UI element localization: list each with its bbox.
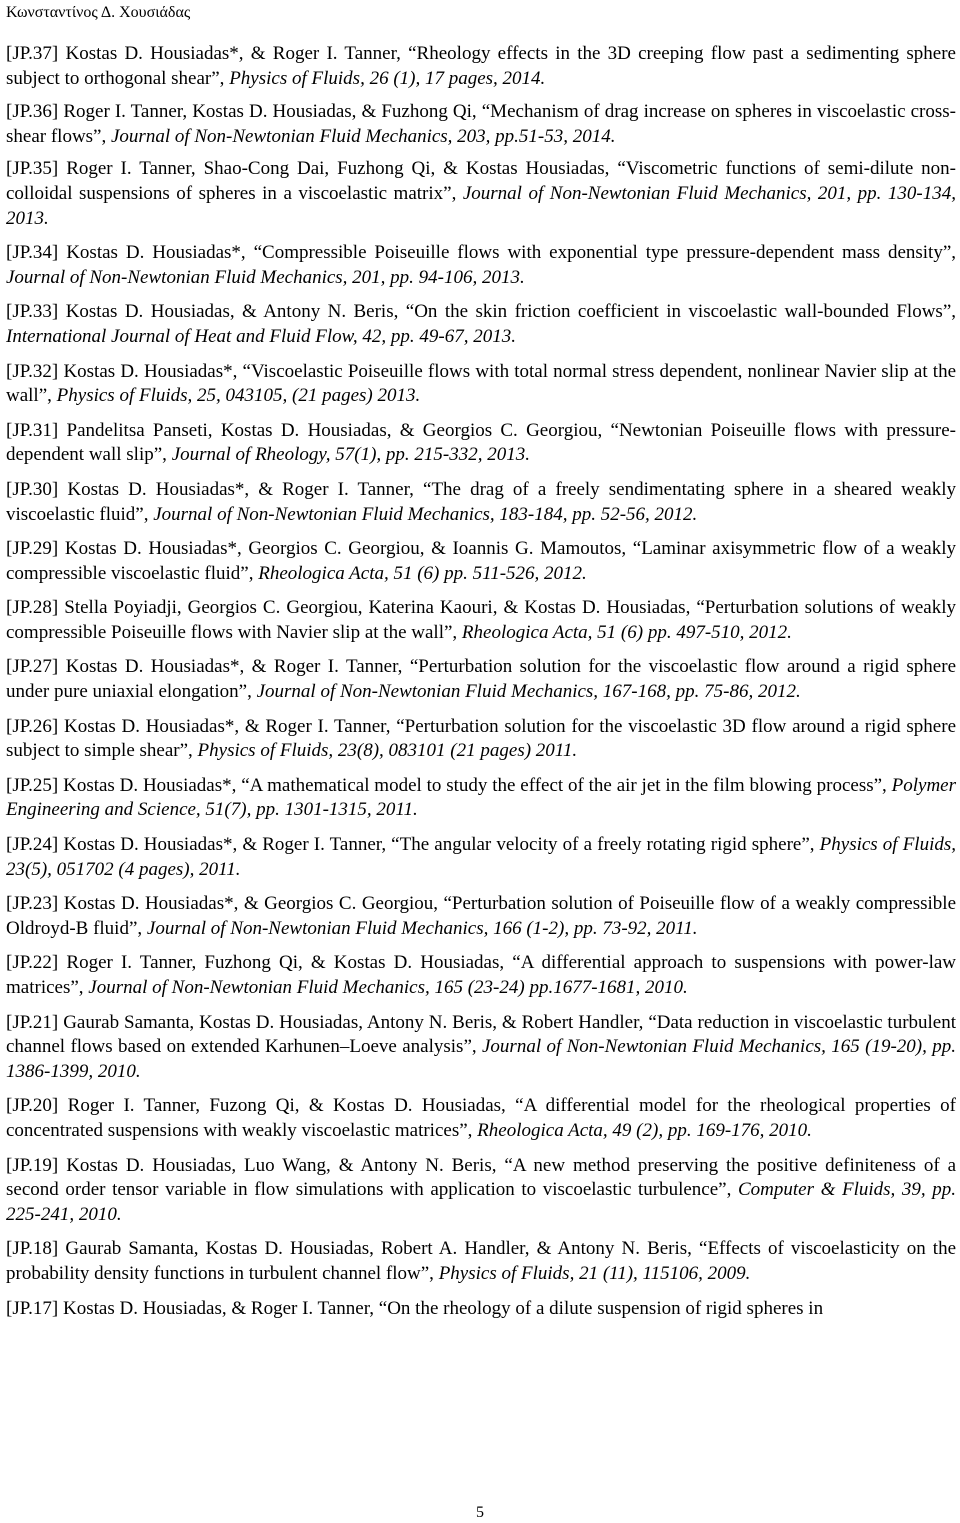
publication-list [6, 42, 956, 1333]
entry-text: Kostas D. Housiadas*, & Georgios C. Georgiou, “Perturbation solution of Poiseuille flow of a weakly compressible Oldroyd-B fluid”, [6, 893, 957, 939]
publication-entry [6, 655, 956, 704]
entry-venue: Physics of Fluids, 26 (1), 17 pages, 2014. [229, 67, 546, 89]
entry-venue: Journal of Non-Newtonian Fluid Mechanics, 167-168, pp. 75-86, 2012. [256, 681, 801, 703]
entry-id: [JP.27] [6, 656, 59, 678]
entry-venue: Rheologica Acta, 51 (6) pp. 511-526, 2012. [258, 562, 587, 584]
entry-id: [JP.28] [6, 597, 59, 619]
entry-venue: Journal of Non-Newtonian Fluid Mechanics, 166 (1-2), pp. 73-92, 2011. [146, 917, 698, 939]
entry-id: [JP.37] [6, 43, 59, 64]
publication-entry [6, 1237, 956, 1286]
entry-id: [JP.20] [6, 1095, 59, 1117]
publication-entry [6, 42, 956, 91]
entry-id: [JP.31] [6, 419, 59, 441]
entry-venue: Journal of Non-Newtonian Fluid Mechanics, 203, pp.51-53, 2014. [111, 125, 616, 147]
publication-entry [6, 715, 956, 764]
entry-text: Gaurab Samanta, Kostas D. Housiadas, Robert A. Handler, & Antony N. Beris, “Effects of viscoelasticity on the probability density functions in turbulent channel flow”, [6, 1238, 956, 1284]
entry-id: [JP.23] [6, 893, 59, 915]
entry-id: [JP.35] [6, 158, 59, 180]
publication-entry [6, 100, 956, 149]
entry-venue: Journal of Non-Newtonian Fluid Mechanics, 201, pp. 130-134, 2013. [6, 182, 956, 229]
entry-venue: Rheologica Acta, 51 (6) pp. 497-510, 2012. [461, 621, 792, 643]
entry-text: Kostas D. Housiadas*, & Roger I. Tanner, “Perturbation solution for the viscoelastic flow around a rigid sphere under pure uniaxial elongation”, [6, 656, 956, 703]
publication-entry [6, 833, 956, 882]
entry-text: Stella Poyiadji, Georgios C. Georgiou, Katerina Kaouri, & Kostas D. Housiadas, “Perturbation solutions of weakly compressible Poiseuille flows with Navier slip at the wall”, [6, 597, 956, 643]
publication-entry [6, 892, 956, 941]
entry-id: [JP.25] [6, 774, 59, 796]
entry-venue: Rheologica Acta, 49 (2), pp. 169-176, 2010. [477, 1119, 812, 1141]
entry-venue: Journal of Rheology, 57(1), pp. 215-332, 2013. [171, 444, 531, 466]
entry-text: Roger I. Tanner, Fuzhong Qi, & Kostas D. Housiadas, “A differential approach to suspensions with power-law matrices”, [6, 952, 956, 998]
entry-venue: Physics of Fluids, 25, 043105, (21 pages) 2013. [56, 385, 421, 407]
publication-entry [6, 419, 956, 468]
entry-id: [JP.19] [6, 1154, 59, 1176]
publication-entry [6, 1297, 956, 1322]
publication-entry [6, 157, 956, 231]
entry-text: Roger I. Tanner, Kostas D. Housiadas, & Fuzhong Qi, “Mechanism of drag increase on spheres in viscoelastic cross-shear flows”, [6, 101, 956, 147]
entry-text: Kostas D. Housiadas*, “Viscoelastic Poiseuille flows with total normal stress dependent, nonlinear Navier slip at the wall”, [6, 360, 956, 407]
entry-id: [JP.24] [6, 834, 59, 856]
entry-text: Kostas D. Housiadas*, “Compressible Poiseuille flows with exponential type pressure-dependent mass density”, [66, 242, 957, 264]
entry-venue: Journal of Non-Newtonian Fluid Mechanics, 165 (19-20), pp. 1386-1399, 2010. [6, 1036, 956, 1082]
publication-entry [6, 1154, 956, 1228]
publication-entry [6, 1011, 956, 1085]
publication-entry [6, 537, 956, 586]
entry-id: [JP.18] [6, 1238, 59, 1260]
entry-venue: Physics of Fluids, 23(8), 083101 (21 pages) 2011. [197, 740, 578, 762]
entry-venue: International Journal of Heat and Fluid Flow, 42, pp. 49-67, 2013. [6, 325, 516, 347]
entry-venue: Journal of Non-Newtonian Fluid Mechanics, 183-184, pp. 52-56, 2012. [153, 503, 698, 525]
entry-venue: Journal of Non-Newtonian Fluid Mechanics, 165 (23-24) pp.1677-1681, 2010. [88, 977, 688, 998]
entry-text: Kostas D. Housiadas*, & Roger I. Tanner, “The angular velocity of a freely rotating rigid sphere”, [63, 834, 820, 856]
entry-text: Kostas D. Housiadas*, & Roger I. Tanner, “The drag of a freely sendimentating sphere in a sheared weakly viscoelastic fluid”, [6, 478, 956, 525]
entry-id: [JP.29] [6, 538, 59, 560]
entry-text: Kostas D. Housiadas, Luo Wang, & Antony N. Beris, “A new method preserving the positive definiteness of a second order tensor variable in flow simulations with application to viscoelastic turbulence”, [6, 1154, 957, 1201]
entry-venue: Physics of Fluids, 21 (11), 115106, 2009. [438, 1262, 751, 1284]
entry-id: [JP.30] [6, 478, 59, 500]
publication-entry [6, 360, 956, 409]
entry-id: [JP.33] [6, 301, 59, 323]
page-number: 5 [476, 1504, 484, 1521]
publication-entry [6, 1094, 956, 1143]
entry-venue: Journal of Non-Newtonian Fluid Mechanics, 201, pp. 94-106, 2013. [6, 266, 525, 288]
entry-text: Roger I. Tanner, Fuzong Qi, & Kostas D. Housiadas, “A differential model for the rheological properties of concentrated suspensions with weakly viscoelastic matrices”, [6, 1095, 956, 1141]
entry-id: [JP.26] [6, 715, 59, 737]
entry-id: [JP.17] [6, 1297, 59, 1319]
entry-venue: Physics of Fluids, 23(5), 051702 (4 pages), 2011. [6, 834, 957, 880]
entry-id: [JP.36] [6, 101, 59, 123]
entry-text: Kostas D. Housiadas*, “A mathematical model to study the effect of the air jet in the film blowing process”, [63, 774, 892, 796]
running-header-author: Κωνσταντίνος Δ. Χουσιάδας [6, 4, 191, 21]
entry-venue: Computer & Fluids, 39, pp. 225-241, 2010. [6, 1179, 956, 1225]
entry-id: [JP.22] [6, 952, 59, 974]
entry-text: Kostas D. Housiadas*, & Roger I. Tanner, “Rheology effects in the 3D creeping flow past a sedimenting sphere subject to orthogonal shear”, [6, 43, 956, 89]
entry-text: Pandelitsa Panseti, Kostas D. Housiadas, & Georgios C. Georgiou, “Newtonian Poiseuille flows with pressure-dependent wall slip”, [6, 419, 957, 466]
entry-venue: Polymer Engineering and Science, 51(7), pp. 1301-1315, 2011. [6, 774, 956, 821]
entry-id: [JP.32] [6, 360, 59, 382]
publication-entry [6, 951, 956, 1000]
entry-id: [JP.21] [6, 1011, 59, 1033]
entry-text: Gaurab Samanta, Kostas D. Housiadas, Antony N. Beris, & Robert Handler, “Data reduction in viscoelastic turbulent channel flows based on extended Karhunen–Loeve analysis”, [6, 1011, 957, 1058]
entry-text: Kostas D. Housiadas, & Antony N. Beris, “On the skin friction coefficient in viscoelastic wall-bounded Flows”, [65, 301, 956, 323]
publication-entry [6, 241, 956, 290]
publication-entry [6, 478, 956, 527]
publication-entry [6, 774, 956, 823]
publication-entry [6, 300, 956, 349]
publication-entry [6, 596, 956, 645]
entry-id: [JP.34] [6, 242, 59, 264]
entry-text: Kostas D. Housiadas, & Roger I. Tanner, “On the rheology of a dilute suspension of rigid spheres in [63, 1297, 824, 1319]
entry-text: Kostas D. Housiadas*, Georgios C. Georgiou, & Ioannis G. Mamoutos, “Laminar axisymmetric flow of a weakly compressible viscoelastic fluid”, [6, 538, 957, 584]
entry-text: Roger I. Tanner, Shao-Cong Dai, Fuzhong Qi, & Kostas Housiadas, “Viscometric functions of semi-dilute non-colloidal suspensions of spheres in a viscoelastic matrix”, [6, 158, 956, 204]
entry-text: Kostas D. Housiadas*, & Roger I. Tanner, “Perturbation solution for the viscoelastic 3D flow around a rigid sphere subject to simple shear”, [6, 715, 956, 762]
